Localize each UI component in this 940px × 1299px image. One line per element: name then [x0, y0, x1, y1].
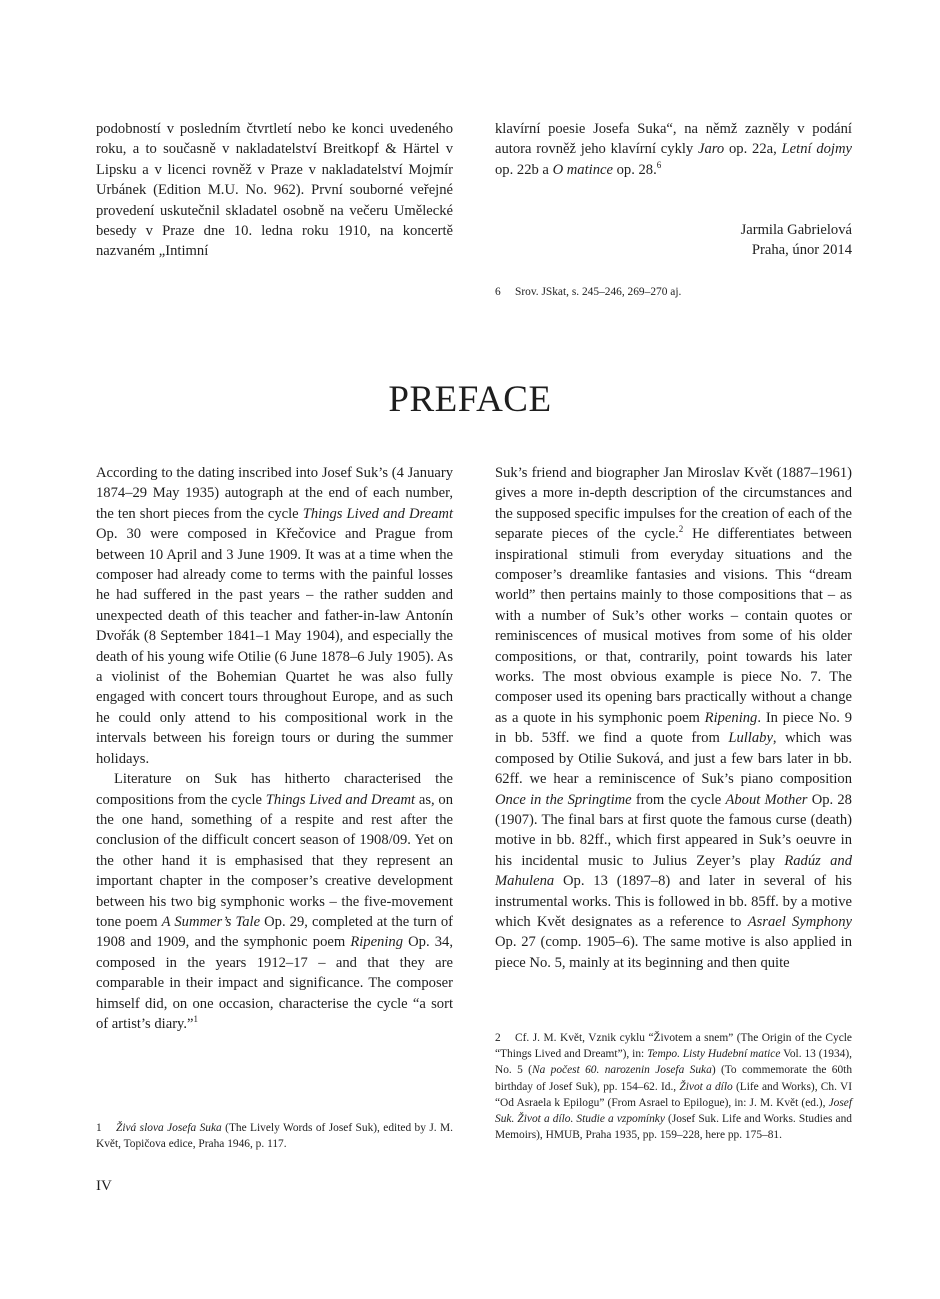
footnote-6-text: Srov. JSkat, s. 245–246, 269–270 aj. — [515, 286, 682, 298]
footnote-ref-6: 6 — [656, 159, 662, 170]
preface-column-left — [96, 463, 453, 1034]
footnote-6 — [495, 284, 852, 300]
footnote-6-number: 6 — [495, 286, 501, 298]
preface-paragraph-3: Suk’s friend and biographer Jan Miroslav Květ (1887–1961) gives a more in-depth description of the circumstances and the supposed specific impulses for the creation of each of the separate pieces of the cycle.$^2$ He differentiates between inspirational stimuli from everyday situations and the composer’s dreamlike fantasies and visions. This “dream world” then pertains mainly to those compositions that – as with a number of Suk’s other works – contain quotes or reminiscences of musical motives from some of his older compositions, or that, contrarily, point towards his later works. The most obvious example is piece No. 7. The composer used its opening bars practically without a change as a quote in his symphonic poem Ripening. In piece No. 9 in bb. 53ff. we find a quote from Lullaby, which was composed by Otilie Suková, and just a few bars later in bb. 62ff. we hear a reminiscence of Suk’s piano composition Once in the Springtime from the cycle About Mother Op. 28 (1907). The final bars at first quote the famous curse (death) motive in bb. 82ff., which first appeared in Suk’s oeuvre in his incidental music to Julius Zeyer’s play Radúz and Mahulena Op. 13 (1897–8) and later in several of his instrumental works. This is followed in bb. 85ff. by a motive which Květ designates as a reference to Asrael Symphony Op. 27 (comp. 1905–6). The same motive is also applied in piece No. 5, mainly at its beginning and then quite — [495, 465, 853, 971]
signature-place: Praha, únor 2014 — [751, 242, 852, 259]
footnote-1-number: 1 — [96, 1122, 102, 1134]
footnote-2-number: 2 — [495, 1032, 501, 1044]
footnote-ref-2: 2 — [678, 524, 684, 535]
footnote-ref-1: 1 — [193, 1014, 199, 1025]
signature-name: Jarmila Gabrielová — [740, 222, 852, 238]
page-number: IV — [96, 1178, 112, 1194]
footnote-1: 1 Živá slova Josefa Suka (The Lively Words of Josef Suk), edited by J. M. Květ, Topičova edice, Praha 1946, p. 117. — [96, 1122, 453, 1151]
czech-paragraph-right: klavírní poesie Josefa Suka“, na němž zazněly v podání autora rovněž jeho klavírní cykly Jaro op. 22a, Letní dojmy op. 22b a O matince op. 28.$^6$ — [495, 121, 852, 178]
preface-column-right — [495, 463, 852, 973]
czech-text-left — [96, 119, 453, 262]
czech-paragraph-left: podobností v posledním čtvrtletí nebo ke konci uvedeného roku, a to současně v nakladatelství Breitkopf & Härtel v Lipsku a v licenci rovněž v Praze v nakladatelství Mojmír Urbánek (Edition M.U. No. 962). První souborné veřejné provedení uskutečnil skladatel osobně na večeru Umělecké besedy v Praze dne 10. ledna roku 1910, na koncertě nazvaném „Intimní — [96, 121, 453, 260]
czech-text-right — [495, 119, 852, 180]
signature — [495, 220, 852, 261]
preface-paragraph-1: According to the dating inscribed into Josef Suk’s (4 January 1874–29 May 1935) autograph at the end of each number, the ten short pieces from the cycle Things Lived and Dreamt Op. 30 were composed in Křečovice and Prague from between 10 April and 3 June 1909. It was at a time when the composer had already come to terms with the painful losses he had suffered in the past years – the rather sudden and unexpected death of this teacher and father-in-law Antonín Dvořák (8 September 1841–1 May 1904), and especially the death of his young wife Otilie (6 June 1878–6 July 1905). As a violinist of the Bohemian Quartet he was also fully engaged with concert tours throughout Europe, and as such he could only attend to his compositional work in the intervals between his foreign tours or during the summer holidays. — [96, 465, 454, 767]
page-title: PREFACE — [388, 379, 552, 420]
preface-paragraph-2: Literature on Suk has hitherto characterised the compositions from the cycle Things Lived and Dreamt as, on the one hand, something of a respite and rest after the conclusion of the difficult concert season of 1908/09. Yet on the other hand it is emphasised that they represent an important chapter in the composer’s creative development between his two big symphonic works – the five-movement tone poem A Summer’s Tale Op. 29, completed at the turn of 1908 and 1909, and the symphonic poem Ripening Op. 34, composed in the years 1912–17 – and that they are comparable in their impact and significance. The composer himself did, on one occasion, characterise the cycle “a sort of artist’s diary.”$^1$ — [96, 771, 453, 1032]
footnote-2: 2 Cf. J. M. Květ, Vznik cyklu “Životem a snem” (The Origin of the Cycle “Things Lived and Dreamt”), in: Tempo. Listy Hudební matice Vol. 13 (1934), No. 5 (Na počest 60. narozenin Josefa Suka) (To commemorate the 60th birthday of Josef Suk), pp. 154–62. Id., Život a dílo (Life and Works), Ch. VI “Od Asraela k Epilogu” (From Asrael to Epilogue), in: J. M. Květ (ed.), Josef Suk. Život a dílo. Studie a vzpomínky (Josef Suk. Life and Works. Studies and Memoirs), HMUB, Praha 1935, pp. 159–228, here pp. 175–81. — [495, 1032, 853, 1142]
